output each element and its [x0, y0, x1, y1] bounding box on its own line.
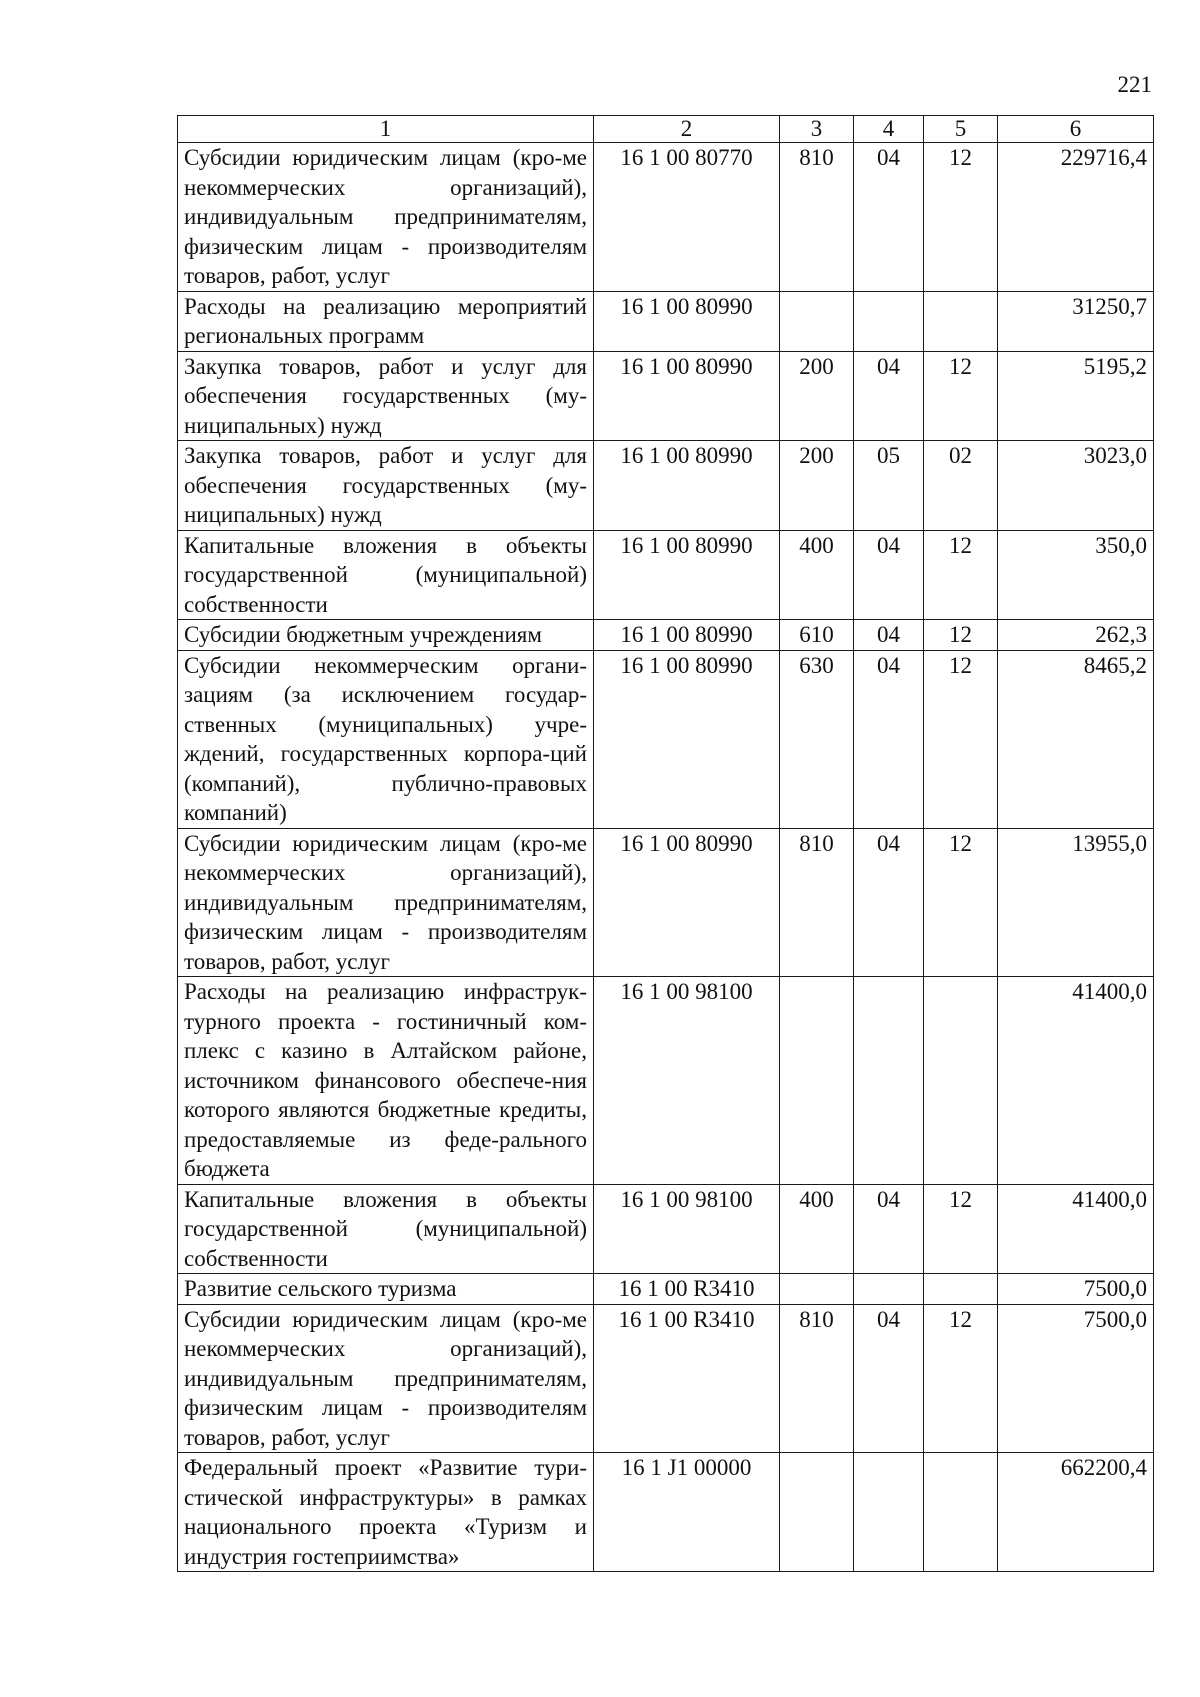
row-name-cell: Закупка товаров, работ и услуг для обеспечения государственных (му-ниципальных) нужд [178, 441, 594, 531]
page-number: 221 [1117, 72, 1152, 97]
table-row [178, 620, 1154, 651]
row-code-cell: 16 1 00 80770 [594, 143, 780, 292]
table-row [178, 828, 1154, 977]
row-amount-cell: 662200,4 [998, 1453, 1154, 1572]
row-name-cell: Закупка товаров, работ и услуг для обеспечения государственных (му-ниципальных) нужд [178, 351, 594, 441]
row-expense-type-cell: 810 [780, 1304, 854, 1453]
column-header: 1 [178, 116, 594, 143]
column-header: 5 [924, 116, 998, 143]
row-subsection-cell [924, 1453, 998, 1572]
row-subsection-cell: 12 [924, 351, 998, 441]
row-amount-cell: 41400,0 [998, 1184, 1154, 1274]
row-subsection-cell: 12 [924, 143, 998, 292]
row-subsection-cell: 12 [924, 828, 998, 977]
row-name-cell: Субсидии юридическим лицам (кро-ме некоммерческих организаций), индивидуальным предпринимателям, физическим лицам - производителям товаров, работ, услуг [178, 143, 594, 292]
row-expense-type-cell: 610 [780, 620, 854, 651]
row-subsection-cell: 12 [924, 1184, 998, 1274]
row-name-cell: Капитальные вложения в объекты государственной (муниципальной) собственности [178, 530, 594, 620]
table-row [178, 291, 1154, 351]
row-section-cell [854, 977, 924, 1185]
row-section-cell: 04 [854, 530, 924, 620]
column-header: 2 [594, 116, 780, 143]
table-row [178, 1274, 1154, 1305]
row-expense-type-cell [780, 977, 854, 1185]
row-amount-cell: 7500,0 [998, 1304, 1154, 1453]
row-subsection-cell [924, 1274, 998, 1305]
row-expense-type-cell: 810 [780, 143, 854, 292]
row-code-cell: 16 1 00 80990 [594, 828, 780, 977]
table-row [178, 977, 1154, 1185]
row-amount-cell: 229716,4 [998, 143, 1154, 292]
row-name-cell: Развитие сельского туризма [178, 1274, 594, 1305]
table-row [178, 650, 1154, 828]
row-expense-type-cell: 810 [780, 828, 854, 977]
table-row [178, 143, 1154, 292]
row-code-cell: 16 1 00 80990 [594, 351, 780, 441]
row-expense-type-cell: 200 [780, 351, 854, 441]
row-code-cell: 16 1 00 80990 [594, 620, 780, 651]
table-row [178, 1453, 1154, 1572]
row-subsection-cell: 12 [924, 650, 998, 828]
row-expense-type-cell: 630 [780, 650, 854, 828]
row-subsection-cell: 12 [924, 530, 998, 620]
row-name-cell: Субсидии некоммерческим органи-зациям (за исключением государ-ственных (муниципальных) учре-ждений, государственных корпора-ций (компаний), публично-правовых компаний) [178, 650, 594, 828]
table-body [178, 143, 1154, 1572]
row-code-cell: 16 1 00 98100 [594, 1184, 780, 1274]
row-amount-cell: 5195,2 [998, 351, 1154, 441]
row-section-cell: 04 [854, 351, 924, 441]
row-section-cell: 05 [854, 441, 924, 531]
row-subsection-cell [924, 977, 998, 1185]
row-amount-cell: 3023,0 [998, 441, 1154, 531]
row-section-cell: 04 [854, 828, 924, 977]
row-amount-cell: 31250,7 [998, 291, 1154, 351]
row-amount-cell: 41400,0 [998, 977, 1154, 1185]
row-amount-cell: 350,0 [998, 530, 1154, 620]
column-header: 4 [854, 116, 924, 143]
row-section-cell [854, 1453, 924, 1572]
row-code-cell: 16 1 00 80990 [594, 650, 780, 828]
row-code-cell: 16 1 00 R3410 [594, 1304, 780, 1453]
row-name-cell: Субсидии юридическим лицам (кро-ме некоммерческих организаций), индивидуальным предпринимателям, физическим лицам - производителям товаров, работ, услуг [178, 1304, 594, 1453]
row-code-cell: 16 1 00 80990 [594, 530, 780, 620]
row-expense-type-cell [780, 1453, 854, 1572]
row-name-cell: Субсидии бюджетным учреждениям [178, 620, 594, 651]
row-subsection-cell: 12 [924, 620, 998, 651]
row-expense-type-cell: 200 [780, 441, 854, 531]
table-row [178, 351, 1154, 441]
row-code-cell: 16 1 00 80990 [594, 291, 780, 351]
column-header: 3 [780, 116, 854, 143]
row-expense-type-cell: 400 [780, 530, 854, 620]
row-amount-cell: 8465,2 [998, 650, 1154, 828]
row-code-cell: 16 1 00 98100 [594, 977, 780, 1185]
row-subsection-cell [924, 291, 998, 351]
row-section-cell: 04 [854, 143, 924, 292]
row-name-cell: Расходы на реализацию инфраструк-турного проекта - гостиничный ком-плекс с казино в Алтайском районе, источником финансового обеспече-ния которого являются бюджетные кредиты, предоставляемые из феде-рального бюджета [178, 977, 594, 1185]
row-code-cell: 16 1 00 R3410 [594, 1274, 780, 1305]
row-section-cell: 04 [854, 1184, 924, 1274]
row-code-cell: 16 1 00 80990 [594, 441, 780, 531]
budget-table [177, 115, 1154, 1572]
row-amount-cell: 13955,0 [998, 828, 1154, 977]
row-amount-cell: 262,3 [998, 620, 1154, 651]
row-amount-cell: 7500,0 [998, 1274, 1154, 1305]
row-name-cell: Расходы на реализацию мероприятий региональных программ [178, 291, 594, 351]
row-section-cell: 04 [854, 1304, 924, 1453]
header-row [178, 116, 1154, 143]
table-row [178, 530, 1154, 620]
row-section-cell [854, 1274, 924, 1305]
row-expense-type-cell [780, 1274, 854, 1305]
table-row [178, 1184, 1154, 1274]
row-expense-type-cell [780, 291, 854, 351]
row-subsection-cell: 02 [924, 441, 998, 531]
row-subsection-cell: 12 [924, 1304, 998, 1453]
row-code-cell: 16 1 J1 00000 [594, 1453, 780, 1572]
table-row [178, 441, 1154, 531]
column-header: 6 [998, 116, 1154, 143]
table-header [178, 116, 1154, 143]
row-name-cell: Субсидии юридическим лицам (кро-ме некоммерческих организаций), индивидуальным предпринимателям, физическим лицам - производителям товаров, работ, услуг [178, 828, 594, 977]
row-section-cell: 04 [854, 620, 924, 651]
row-expense-type-cell: 400 [780, 1184, 854, 1274]
table-row [178, 1304, 1154, 1453]
row-section-cell [854, 291, 924, 351]
row-section-cell: 04 [854, 650, 924, 828]
row-name-cell: Капитальные вложения в объекты государственной (муниципальной) собственности [178, 1184, 594, 1274]
row-name-cell: Федеральный проект «Развитие тури-стической инфраструктуры» в рамках национального проекта «Туризм и индустрия гостеприимства» [178, 1453, 594, 1572]
